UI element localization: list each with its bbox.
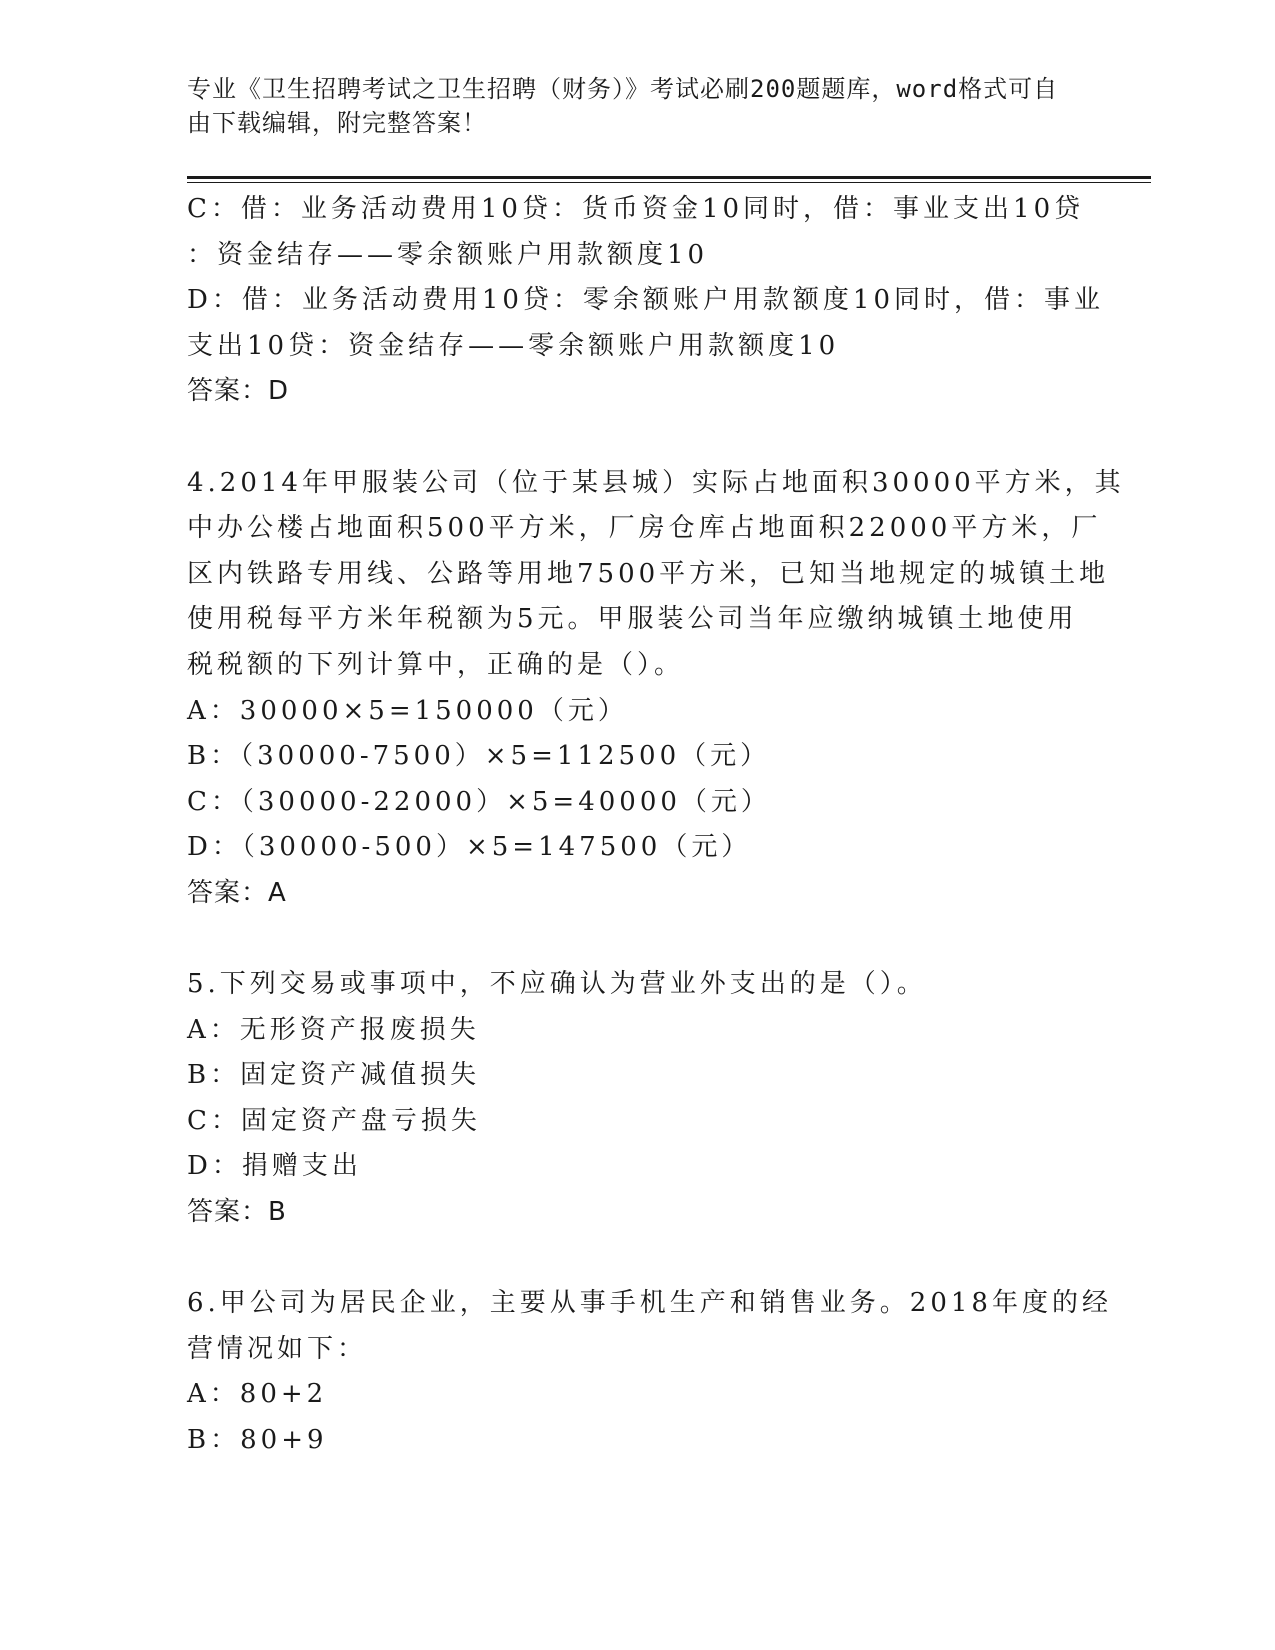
spacer (187, 917, 1087, 963)
option-c-cont: ：资金结存——零余额账户用款额度10 (187, 239, 709, 270)
question-stem: 中办公楼占地面积500平方米，厂房仓库占地面积22000平方米，厂 (187, 513, 1102, 544)
question-4 (187, 461, 1125, 917)
option-d: D：（30000-500）×5=147500（元） (187, 832, 752, 863)
option-c: C：固定资产盘亏损失 (187, 1105, 481, 1136)
question-stem: 营情况如下： (187, 1333, 368, 1364)
question-stem: 使用税每平方米年税额为5元。甲服装公司当年应缴纳城镇土地使用 (187, 604, 1078, 635)
question-5 (187, 962, 1087, 1236)
option-c: C：借：业务活动费用10贷：货币资金10同时，借：事业支出10贷 (187, 194, 1085, 224)
option-b: B：80+9 (187, 1425, 328, 1456)
option-c: C：（30000-22000）×5=40000（元） (187, 786, 771, 817)
option-d: D：借：业务活动费用10贷：零余额账户用款额度10同时，借：事业 (187, 285, 1105, 316)
spacer (187, 1236, 1087, 1282)
question-stem: 4.2014年甲服装公司（位于某县城）实际占地面积30000平方米，其 (187, 467, 1125, 498)
question-stem: 区内铁路专用线、公路等用地7500平方米，已知当地规定的城镇土地 (187, 558, 1110, 589)
question-6 (187, 1281, 1112, 1463)
option-d: D：捐赠支出 (187, 1151, 362, 1182)
option-a: A：无形资产报废损失 (187, 1014, 480, 1045)
question-stem: 6.甲公司为居民企业，主要从事手机生产和销售业务。2018年度的经 (187, 1288, 1112, 1319)
divider-thin (187, 182, 1151, 183)
question-stem: 税税额的下列计算中，正确的是（）。 (187, 649, 685, 680)
option-a: A：80+2 (187, 1379, 328, 1410)
question-3-tail (187, 187, 1105, 415)
page-header (187, 72, 1077, 140)
answer: 答案：A (187, 877, 287, 908)
option-b: B：固定资产减值损失 (187, 1060, 481, 1091)
answer: 答案：B (187, 1197, 287, 1228)
option-a: A：30000×5=150000（元） (187, 695, 628, 726)
header-line: 专业《卫生招聘考试之卫生招聘（财务）》考试必刷200题题库，word格式可自 (187, 75, 1059, 103)
divider-thick (187, 176, 1151, 179)
answer: 答案：D (187, 376, 290, 407)
header-divider (187, 176, 1151, 183)
document-body (187, 187, 1125, 1464)
option-d-cont: 支出10贷：资金结存——零余额账户用款额度10 (187, 330, 840, 361)
spacer (187, 415, 1087, 461)
question-stem: 5.下列交易或事项中，不应确认为营业外支出的是（）。 (187, 969, 927, 1000)
option-b: B：（30000-7500）×5=112500（元） (187, 741, 771, 772)
header-line: 由下载编辑，附完整答案！ (187, 109, 487, 137)
